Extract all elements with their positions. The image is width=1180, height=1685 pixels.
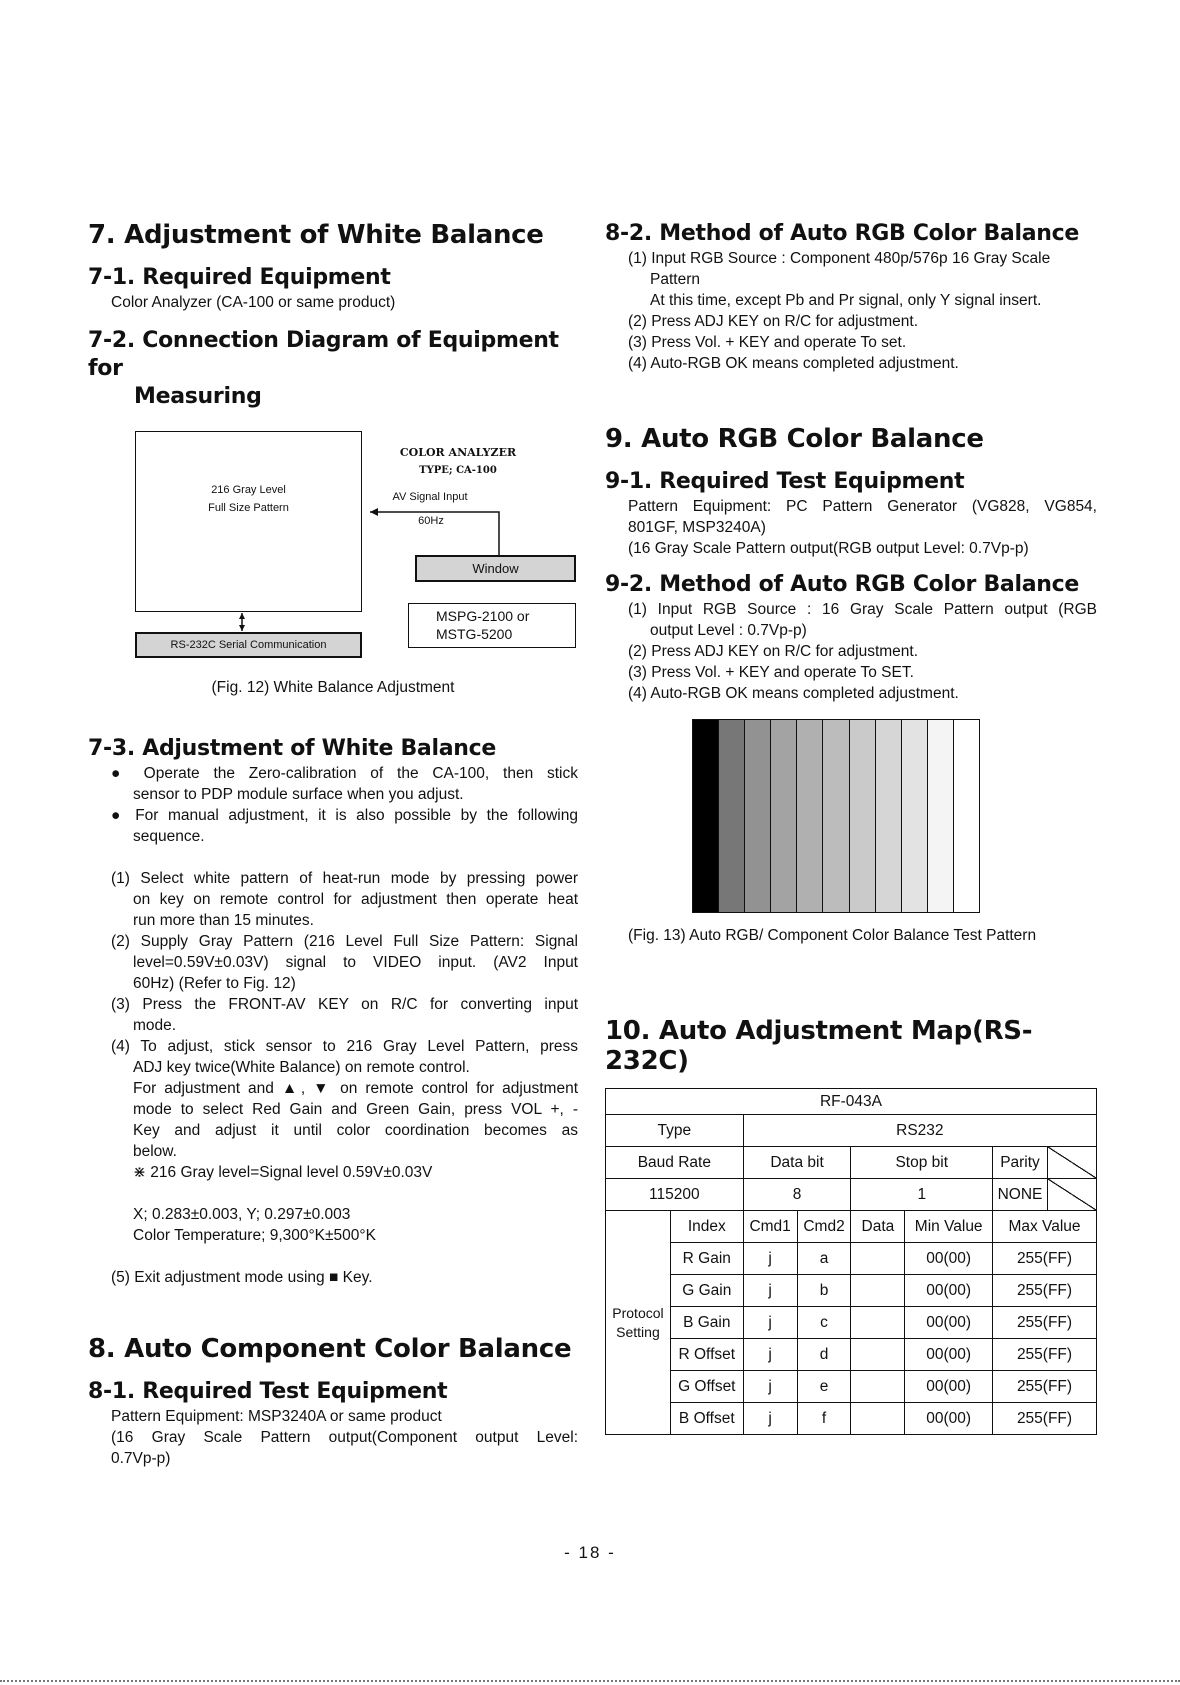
table-cell: j bbox=[743, 1339, 797, 1371]
step-1-line3: run more than 15 minutes. bbox=[133, 912, 314, 929]
section-7-3-title: 7-3. Adjustment of White Balance bbox=[88, 736, 496, 761]
step-4-line7: ⋇ 216 Gray level=Signal level 0.59V±0.03V bbox=[133, 1164, 433, 1181]
stopbit-value-cell: 1 bbox=[851, 1179, 993, 1211]
table-row bbox=[606, 1147, 1097, 1179]
table-cell bbox=[851, 1275, 905, 1307]
gray-bar bbox=[823, 720, 849, 912]
section-7-1-title: 7-1. Required Equipment bbox=[88, 265, 391, 290]
step-4-line3: For adjustment and ▲, ▼ on remote control for adjustment bbox=[133, 1080, 578, 1097]
databit-value-cell: 8 bbox=[743, 1179, 851, 1211]
type-value-cell: RS232 bbox=[743, 1115, 1096, 1147]
table-header-cell: Cmd1 bbox=[743, 1211, 797, 1243]
parity-value: NONE bbox=[997, 1186, 1043, 1203]
av-signal-label: AV Signal Input bbox=[392, 491, 468, 503]
protocol-setting-body bbox=[606, 1211, 1097, 1435]
section-8-2-line4: (2) Press ADJ KEY on R/C for adjustment. bbox=[628, 313, 919, 330]
section-8-2-line3: At this time, except Pb and Pr signal, only Y signal insert. bbox=[650, 292, 1042, 309]
table-header-cell: Max Value bbox=[993, 1211, 1097, 1243]
parity-blank-diagonal bbox=[1047, 1179, 1096, 1210]
baud-value-cell: 115200 bbox=[606, 1179, 744, 1211]
gray-bar bbox=[954, 720, 979, 912]
section-9-1-line2: 801GF, MSP3240A) bbox=[628, 519, 766, 536]
table-header-cell: Min Value bbox=[905, 1211, 993, 1243]
table-row bbox=[606, 1403, 1097, 1435]
table-cell: G Gain bbox=[670, 1275, 743, 1307]
table-cell bbox=[851, 1339, 905, 1371]
section-9-2-title: 9-2. Method of Auto RGB Color Balance bbox=[605, 572, 1079, 597]
gray-bar bbox=[876, 720, 902, 912]
table-cell bbox=[851, 1403, 905, 1435]
table-row bbox=[606, 1371, 1097, 1403]
table-cell: 255(FF) bbox=[993, 1371, 1097, 1403]
protocol-label-line2: Setting bbox=[616, 1323, 660, 1340]
step-4-line9: Color Temperature; 9,300°K±500°K bbox=[133, 1227, 376, 1244]
table-cell bbox=[851, 1371, 905, 1403]
bottom-dotted-rule bbox=[0, 1680, 1180, 1682]
section-8-1-line1: Pattern Equipment: MSP3240A or same product bbox=[111, 1408, 442, 1425]
table-cell: j bbox=[743, 1275, 797, 1307]
table-cell: B Gain bbox=[670, 1307, 743, 1339]
analyzer-label-1: COLOR ANALYZER bbox=[399, 446, 517, 459]
pdp-screen-box bbox=[135, 431, 362, 612]
parity-value-cell bbox=[993, 1179, 1097, 1211]
table-header-cell: Index bbox=[670, 1211, 743, 1243]
section-8-title: 8. Auto Component Color Balance bbox=[88, 1334, 572, 1364]
section-7-title: 7. Adjustment of White Balance bbox=[88, 220, 544, 250]
table-row bbox=[606, 1179, 1097, 1211]
gray-bar bbox=[797, 720, 823, 912]
step-4-line6: below. bbox=[133, 1143, 177, 1160]
table-cell: e bbox=[797, 1371, 851, 1403]
table-header-cell: Data bbox=[851, 1211, 905, 1243]
section-8-1-title: 8-1. Required Test Equipment bbox=[88, 1379, 448, 1404]
step-4-line5: Key and adjust it until color coordination becomes as bbox=[133, 1122, 578, 1139]
section-9-2-line4: (3) Press Vol. + KEY and operate To SET. bbox=[628, 664, 914, 681]
table-cell bbox=[851, 1307, 905, 1339]
section-7-2-title-line1: 7-2. Connection Diagram of Equipment for bbox=[88, 328, 559, 381]
step-3-line2: mode. bbox=[133, 1017, 177, 1034]
table-header-row bbox=[606, 1211, 1097, 1243]
table-row bbox=[606, 1307, 1097, 1339]
table-cell bbox=[851, 1243, 905, 1275]
fig12-caption: (Fig. 12) White Balance Adjustment bbox=[211, 679, 455, 696]
analyzer-label-2: TYPE; CA-100 bbox=[419, 465, 497, 476]
hz-label: 60Hz bbox=[418, 515, 444, 527]
section-10-title: 10. Auto Adjustment Map(RS-232C) bbox=[605, 1016, 1033, 1076]
step-3-line1: (3) Press the FRONT-AV KEY on R/C for converting input bbox=[111, 996, 578, 1013]
table-cell: 255(FF) bbox=[993, 1339, 1097, 1371]
bullet-1-line2: sensor to PDP module surface when you adjust. bbox=[133, 786, 464, 803]
section-7-1-text: Color Analyzer (CA-100 or same product) bbox=[111, 294, 396, 311]
gray-bar bbox=[719, 720, 745, 912]
type-label-cell: Type bbox=[606, 1115, 744, 1147]
table-cell: 00(00) bbox=[905, 1403, 993, 1435]
parity-label: Parity bbox=[1000, 1154, 1040, 1171]
section-8-2-line6: (4) Auto-RGB OK means completed adjustment. bbox=[628, 355, 959, 372]
generator-label-1: MSPG-2100 or bbox=[436, 608, 530, 624]
table-row bbox=[606, 1243, 1097, 1275]
rs232-box: RS-232C Serial Communication bbox=[135, 632, 362, 658]
section-9-2-line5: (4) Auto-RGB OK means completed adjustment. bbox=[628, 685, 959, 702]
table-cell: 255(FF) bbox=[993, 1243, 1097, 1275]
section-9-2-line1: (1) Input RGB Source : 16 Gray Scale Pattern output (RGB bbox=[628, 601, 1097, 618]
page-number: - 18 - bbox=[564, 1543, 616, 1562]
table-cell: b bbox=[797, 1275, 851, 1307]
section-8-2-line2: Pattern bbox=[650, 271, 700, 288]
table-cell: 00(00) bbox=[905, 1339, 993, 1371]
section-9-title: 9. Auto RGB Color Balance bbox=[605, 424, 984, 454]
step-4-line8: X; 0.283±0.003, Y; 0.297±0.003 bbox=[133, 1206, 351, 1223]
table-row bbox=[606, 1089, 1097, 1115]
table-cell: R Offset bbox=[670, 1339, 743, 1371]
stopbit-label-cell: Stop bit bbox=[851, 1147, 993, 1179]
step-1-line1: (1) Select white pattern of heat-run mode by pressing power bbox=[111, 870, 578, 887]
section-9-2-line2: output Level : 0.7Vp-p) bbox=[650, 622, 807, 639]
section-7-2-title bbox=[88, 327, 578, 411]
table-cell: 255(FF) bbox=[993, 1307, 1097, 1339]
model-cell: RF-043A bbox=[606, 1089, 1097, 1115]
section-7-2-title-line2: Measuring bbox=[134, 384, 262, 409]
generator-box bbox=[408, 603, 576, 648]
step-4-line2: ADJ key twice(White Balance) on remote control. bbox=[133, 1059, 470, 1076]
right-column bbox=[605, 220, 1097, 1435]
gray-bar bbox=[745, 720, 771, 912]
table-cell: 255(FF) bbox=[993, 1403, 1097, 1435]
table-cell: j bbox=[743, 1307, 797, 1339]
gray-scale-pattern bbox=[692, 719, 980, 913]
connection-diagram bbox=[88, 431, 578, 663]
step-2-line3: 60Hz) (Refer to Fig. 12) bbox=[133, 975, 296, 992]
section-8-2-line5: (3) Press Vol. + KEY and operate To set. bbox=[628, 334, 907, 351]
table-cell: 00(00) bbox=[905, 1275, 993, 1307]
parity-blank-diagonal bbox=[1047, 1147, 1096, 1178]
step-1-line2: on key on remote control for adjustment then operate heat bbox=[133, 891, 578, 908]
step-2-line1: (2) Supply Gray Pattern (216 Level Full Size Pattern: Signal bbox=[111, 933, 578, 950]
parity-label-cell bbox=[993, 1147, 1097, 1179]
window-box: Window bbox=[415, 555, 576, 582]
bullet-2-line2: sequence. bbox=[133, 828, 205, 845]
section-9-1-line3: (16 Gray Scale Pattern output(RGB output Level: 0.7Vp-p) bbox=[628, 540, 1029, 557]
section-9-1-title: 9-1. Required Test Equipment bbox=[605, 469, 965, 494]
section-9-2-line3: (2) Press ADJ KEY on R/C for adjustment. bbox=[628, 643, 919, 660]
gray-bar bbox=[928, 720, 954, 912]
table-cell: a bbox=[797, 1243, 851, 1275]
table-cell: j bbox=[743, 1403, 797, 1435]
gray-bar bbox=[771, 720, 797, 912]
rs232-adjustment-map-table bbox=[605, 1088, 1097, 1435]
step-4-line4: mode to select Red Gain and Green Gain, press VOL +, - bbox=[133, 1101, 578, 1118]
step-4-line1: (4) To adjust, stick sensor to 216 Gray Level Pattern, press bbox=[111, 1038, 578, 1055]
table-cell: G Offset bbox=[670, 1371, 743, 1403]
table-cell: 00(00) bbox=[905, 1307, 993, 1339]
section-8-2-title: 8-2. Method of Auto RGB Color Balance bbox=[605, 221, 1079, 246]
fig13-caption: (Fig. 13) Auto RGB/ Component Color Balance Test Pattern bbox=[628, 927, 1037, 944]
bullet-2-line1: ● For manual adjustment, it is also possible by the following bbox=[111, 807, 578, 824]
generator-label-2: MSTG-5200 bbox=[436, 626, 513, 642]
baud-label-cell: Baud Rate bbox=[606, 1147, 744, 1179]
table-cell: 00(00) bbox=[905, 1371, 993, 1403]
table-header-cell: Cmd2 bbox=[797, 1211, 851, 1243]
gray-bar bbox=[902, 720, 928, 912]
protocol-setting-label bbox=[606, 1211, 671, 1435]
gray-bar bbox=[693, 720, 719, 912]
section-8-1-line2: (16 Gray Scale Pattern output(Component output Level: bbox=[111, 1429, 578, 1446]
table-row bbox=[606, 1339, 1097, 1371]
table-row bbox=[606, 1275, 1097, 1307]
table-cell: f bbox=[797, 1403, 851, 1435]
databit-label-cell: Data bit bbox=[743, 1147, 851, 1179]
table-cell: 255(FF) bbox=[993, 1275, 1097, 1307]
table-cell: j bbox=[743, 1371, 797, 1403]
section-9-1-line1: Pattern Equipment: PC Pattern Generator (VG828, VG854, bbox=[628, 498, 1097, 515]
table-cell: c bbox=[797, 1307, 851, 1339]
table-cell: R Gain bbox=[670, 1243, 743, 1275]
table-row bbox=[606, 1115, 1097, 1147]
table-cell: B Offset bbox=[670, 1403, 743, 1435]
protocol-label-line1: Protocol bbox=[612, 1304, 664, 1321]
section-8-1-line3: 0.7Vp-p) bbox=[111, 1450, 171, 1467]
step-2-line2: level=0.59V±0.03V) signal to VIDEO input. (AV2 Input bbox=[133, 954, 578, 971]
pattern-label-1: 216 Gray Level bbox=[211, 484, 286, 496]
gray-bar bbox=[850, 720, 876, 912]
table-cell: 00(00) bbox=[905, 1243, 993, 1275]
pattern-label-2: Full Size Pattern bbox=[208, 502, 289, 514]
table-cell: d bbox=[797, 1339, 851, 1371]
left-column bbox=[88, 220, 578, 1469]
table-cell: j bbox=[743, 1243, 797, 1275]
section-8-2-line1: (1) Input RGB Source : Component 480p/576p 16 Gray Scale bbox=[628, 250, 1051, 267]
bullet-1-line1: ● Operate the Zero-calibration of the CA-100, then stick bbox=[111, 765, 578, 782]
step-5: (5) Exit adjustment mode using ■ Key. bbox=[111, 1269, 373, 1286]
